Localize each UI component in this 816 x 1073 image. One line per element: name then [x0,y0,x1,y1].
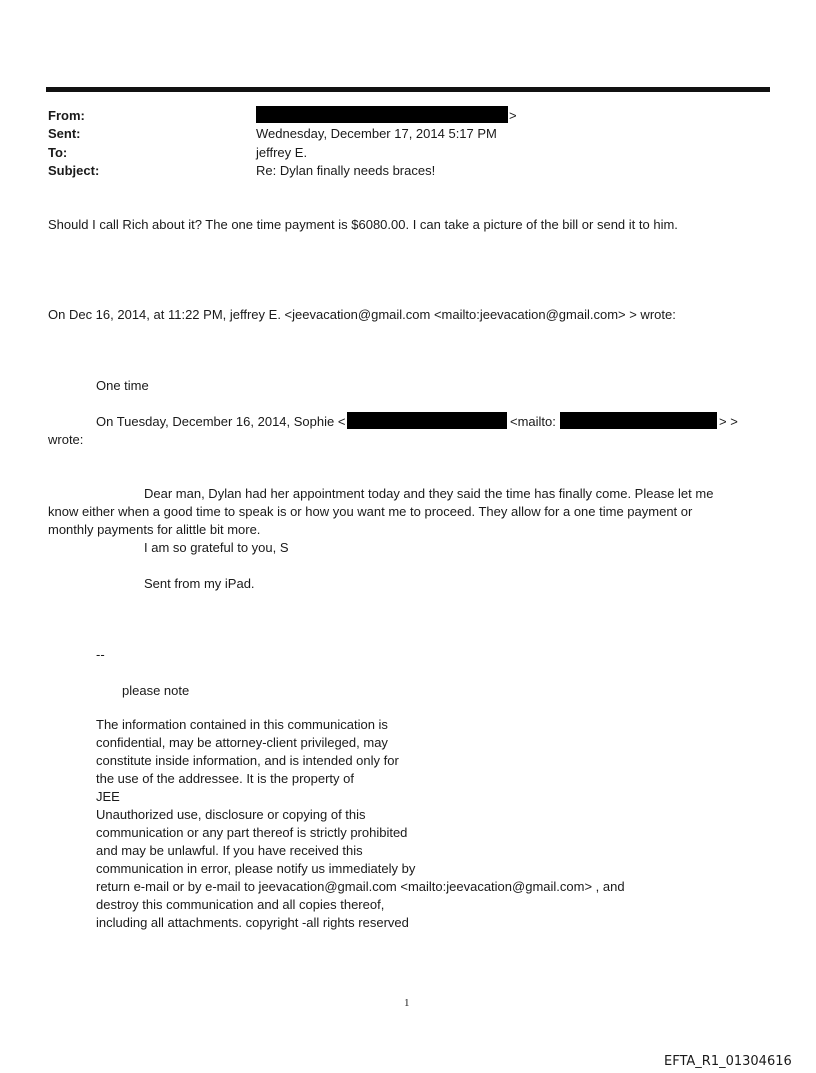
quote1-intro: On Dec 16, 2014, at 11:22 PM, jeffrey E. <jeevacation@gmail.com <mailto:jeevacation@gmail.com> > wrote: [48,307,676,322]
redacted-sophie-email [347,412,507,429]
document-id: EFTA_R1_01304616 [664,1054,792,1069]
disclaimer-line: the use of the addressee. It is the property of [96,771,354,786]
subject-value: Re: Dylan finally needs braces! [256,163,436,178]
disclaimer-line: communication in error, please notify us immediately by [96,861,416,876]
from-tail: > [509,108,517,123]
quote1-text: One time [96,378,149,393]
disclaimer-line: including all attachments. copyright -all rights reserved [96,915,409,930]
note-title: please note [122,683,190,698]
quote2-line3: monthly payments for alittle bit more. [48,522,261,537]
quote2-line2: know either when a good time to speak is or how you want me to proceed. They allow for a one time payment or [48,504,693,519]
quote2-intro-d: wrote: [48,432,84,447]
signature-dashes: -- [96,647,105,662]
quote2-intro-b: <mailto: [510,414,556,429]
sent-value: Wednesday, December 17, 2014 5:17 PM [256,126,497,141]
disclaimer-line: communication or any part thereof is strictly prohibited [96,825,408,840]
page-number: 1 [404,997,410,1009]
redacted-mailto-email [560,412,717,429]
disclaimer-line: destroy this communication and all copies thereof, [96,897,385,912]
quote2-line1: Dear man, Dylan had her appointment today and they said the time has finally come. Please let me [144,486,714,501]
quote2-line4: I am so grateful to you, S [144,540,289,555]
disclaimer-line: JEE [96,789,120,804]
to-label: To: [48,145,68,160]
header-rule [46,87,770,92]
disclaimer-line: return e-mail or by e-mail to jeevacation@gmail.com <mailto:jeevacation@gmail.com> , and [96,879,625,894]
disclaimer-line: constitute inside information, and is intended only for [96,753,399,768]
quote2-signature: Sent from my iPad. [144,576,255,591]
quote2-intro-c: > > [719,414,738,429]
from-label: From: [48,108,85,123]
sent-label: Sent: [48,126,81,141]
reply-text: Should I call Rich about it? The one time payment is $6080.00. I can take a picture of the bill or send it to him. [48,217,678,232]
disclaimer-line: Unauthorized use, disclosure or copying of this [96,807,366,822]
disclaimer-line: The information contained in this communication is [96,717,388,732]
disclaimer-line: confidential, may be attorney-client privileged, may [96,735,388,750]
quote2-intro-a: On Tuesday, December 16, 2014, Sophie < [96,414,346,429]
to-value: jeffrey E. [256,145,308,160]
redacted-from-address [256,106,508,123]
subject-label: Subject: [48,163,100,178]
disclaimer-line: and may be unlawful. If you have received this [96,843,363,858]
